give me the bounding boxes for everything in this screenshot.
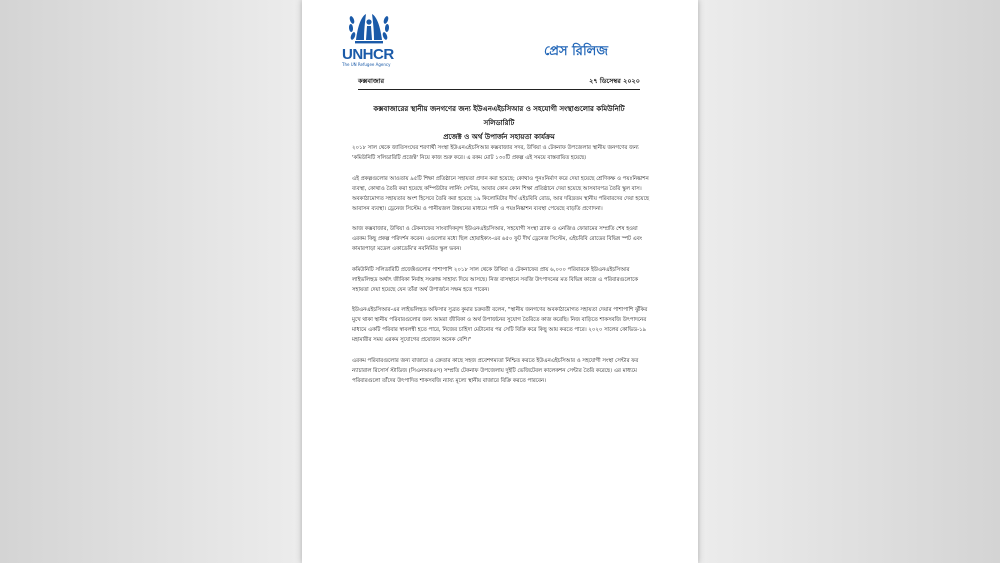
press-release-heading: প্রেস রিলিজ	[544, 44, 608, 59]
title-line-2: প্রজেক্ট ও অর্থ উপার্জন সহায়তা কার্যক্রম	[443, 133, 555, 141]
right-background-margin	[700, 0, 1000, 563]
paragraph-3: আজ কক্সবাজার, উখিয়া ও টেকনাফের সাংবাদিকবৃন্দ ইউএনএইচসিআর, সহযোগী সংস্থা ব্র্যাক ও এনজিও ফোরামের সম্প্রতি শেষ হওয়া এরকম কিছু প্রকল্প পরিদর্শন করেন। এগুলোর মধ্যে ছিল হোয়াইক্যং-এর ৬৫০ ফুট দীর্ঘ ড্রেনেজ সিস্টেম, এইচবিবি রোডের বিভিন্ন স্পট এবং কামারপাড়া মডেল একাডেমি'র নবনির্মিত স্কুল ভবন।	[352, 226, 643, 252]
paragraph-1: ২০১৮ সাল থেকে জাতিসংঘের শরণার্থী সংস্থা ইউএনএইচসিআর কক্সবাজার সদর, উখিয়া ও টেকনাফ উপজেলার স্থানীয় জনগণের জন্য 'কমিউনিটি সলিডারিটি প্রজেক্ট' নিয়ে কাজ শুরু করে। এ রকম মোট ১৩০টি প্রকল্প এই সময়ে বাস্তবায়িত হয়েছে।	[352, 145, 639, 161]
paragraph-6: এরকম পরিবারগুলোর জন্য বাজারে ও ক্রেতার কাছে সহজ প্রবেশগম্যতা নিশ্চিত করতে ইউএনএইচসিআর ও সহযোগী সংস্থা সেন্টার ফর ন্যাচারাল রিসোর্স স্টাডিজ (সিএনআরএস) সম্প্রতি টেকনাফ উপজেলায় দুইটি ভেজিটেবল কালেকশন সেন্টার তৈরি করেছে। এর মাধ্যমে পরিবারগুলো তাঁদের উৎপাদিত শাকসবজি ন্যায্য মূল্যে স্থানীয় বাজারে বিক্রি করতে পারবেন।	[352, 357, 639, 384]
date-label: ২৭ ডিসেম্বর ২০২০	[589, 77, 640, 85]
left-background-margin	[0, 0, 300, 563]
paragraph-5: ইউএনএইচসিআর-এর লাইভলিহুড অফিসার সুব্রত কুমার চক্রবর্তী বলেন, "স্থানীয় জনগণের অবকাঠামোগত সহায়তা দেয়ার পাশাপাশি ঝুঁকির মুখে থাকা স্থানীয় পরিবারগুলোর জন্য আমরা জীবিকা ও অর্থ উপার্জনের সুযোগ তৈরিতে কাজ করেছি। নিজ বাড়িতে শাকসবজি উৎপাদনের মাধ্যমে একটি পরিবার স্বাবলম্বী হতে পারে, নিজের চাহিদা মেটানোর পর সেটি বিক্রি করে কিছু আয় করতে পারে। ২০২০ সালের কোভিড-১৯ মহামারীর সময় এরকম সুযোগের প্রয়োজন অনেক বেশি।"	[352, 307, 648, 343]
body-text	[352, 143, 650, 396]
title-line-1: কক্সবাজারের স্থানীয় জনগণের জন্য ইউএনএইচসিআর ও সহযোগী সংস্থাগুলোর কমিউনিটি সলিডারিটি	[373, 105, 625, 127]
paragraph-4: কমিউনিটি সলিডারিটি প্রজেক্টগুলোর পাশাপাশি ২০১৮ সাল থেকে উখিয়া ও টেকনাফের প্রায় ৬,০০০ পরিবারকে ইউএনএইচসিআর লাইভলিহুড অর্থাৎ জীবিকা নির্বাহ সংক্রান্ত সাহায্য দিয়ে আসছে। নিজ বাসস্থানে সবজি উৎপাদনের মত বিভিন্ন কাজে এ পরিবারগুলোকে সহায়তা দেয়া হয়েছে যেন তাঁরা অর্থ উপার্জনে সক্ষম হতে পারেন।	[352, 266, 639, 293]
unhcr-emblem-icon	[346, 10, 392, 46]
document-title	[358, 102, 640, 144]
document-page	[302, 0, 698, 563]
unhcr-logo	[342, 10, 402, 67]
dateline-row	[358, 76, 640, 90]
paragraph-2: এই প্রকল্পগুলোর আওতায় ৯৫টি শিক্ষা প্রতিষ্ঠানে সহায়তা প্রদান করা হয়েছে; কোথাও পুনঃনির্মাণ করে দেয়া হয়েছে শ্রেণিকক্ষ ও পয়ঃনিষ্কাশন ব্যবস্থা, কোথাও তৈরি করা হয়েছে কম্পিউটার লার্নিং সেন্টার, আবার কোন কোন শিক্ষা প্রতিষ্ঠানে দেয়া হয়েছে আসবাবপত্র তৈরি স্কুল বাস। অবকাঠামোগত সহায়তার অংশ হিসেবে তৈরি করা হয়েছে ১৯ কিলোমিটার দীর্ঘ এইচবিবি রোড, আর দরিদ্রতম স্থানীয় পরিবারদের দেয়া হয়েছে আবাসন ব্যবস্থা। ড্রেনেজ সিস্টেম ও পানীয়জল উন্নয়নের মাধ্যমে পানি ও পয়ঃনিষ্কাশন ব্যবস্থা পেয়েছে বাড়তি প্রণোদনা।	[352, 175, 650, 212]
unhcr-wordmark: UNHCR	[342, 46, 394, 63]
unhcr-tagline: The UN Refugee Agency	[342, 62, 391, 67]
location-label: কক্সবাজার	[358, 77, 385, 85]
